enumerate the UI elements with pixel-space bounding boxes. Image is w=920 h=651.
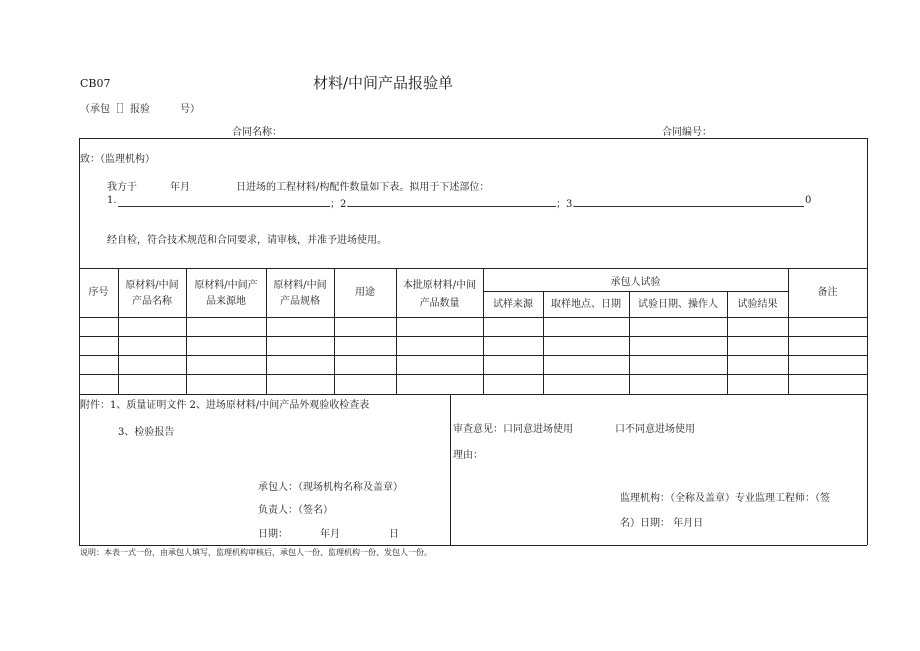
review-reason-label: 理由： bbox=[453, 450, 483, 461]
location-item-2: ；2. bbox=[330, 199, 350, 210]
col-name-line1: 原材料/中间 bbox=[125, 280, 179, 291]
supervisor-signature-line1: 监理机构：（全称及盖章）专业监理工程师：（签 bbox=[620, 493, 830, 504]
review-opinion-agree[interactable]: 审查意见：口同意进场使用 bbox=[453, 424, 573, 435]
col-qty-line2: 产品数量 bbox=[419, 298, 460, 309]
contract-no-label: 合同编号： bbox=[662, 127, 712, 138]
location-blank-1[interactable] bbox=[118, 206, 330, 207]
location-item-3: ；3. bbox=[556, 199, 576, 210]
test-group-divider bbox=[483, 291, 788, 292]
col-test-group: 承包人试验 bbox=[610, 277, 661, 288]
form-title: 材料/中间产品报验单 bbox=[313, 74, 454, 92]
col-sample-source: 试样来源 bbox=[493, 299, 533, 310]
contractor-label: 承包人：（现场机构名称及盖章） bbox=[258, 482, 403, 493]
table-bottom bbox=[79, 394, 867, 395]
form-subtitle: （承包［］报验 号） bbox=[80, 104, 200, 115]
col-remark: 备注 bbox=[817, 287, 838, 298]
contractor-date-month: 年月 bbox=[320, 529, 340, 540]
self-check-line: 经自检，符合技术规范和合同要求，请审核，并准予进场使用。 bbox=[107, 235, 387, 246]
col-spec-line2: 产品规格 bbox=[280, 296, 320, 307]
location-item-1: 1. bbox=[107, 195, 117, 206]
attachments-line2: 3、检验报告 bbox=[118, 427, 175, 438]
review-opinion-disagree[interactable]: 口不同意进场使用 bbox=[615, 424, 695, 435]
attachments-line1: 附件：1、质量证明文件 2、进场原材料/中间产品外观验收检查表 bbox=[80, 400, 370, 411]
intro-line1-b: 年月 bbox=[170, 182, 190, 193]
table-header-bottom bbox=[79, 317, 867, 318]
to-label: 致：（监理机构） bbox=[80, 154, 155, 165]
table-top bbox=[79, 268, 867, 269]
col-test-date: 试验日期、操作人 bbox=[638, 299, 718, 310]
intro-line1-c: 日进场的工程材料/构配件数量如下表。拟用于下述部位： bbox=[236, 182, 490, 193]
col-name-line2: 产品名称 bbox=[132, 296, 172, 307]
contractor-date-label: 日期： bbox=[258, 529, 288, 540]
location-item-3-end: 0 bbox=[805, 195, 812, 206]
bottom-divider bbox=[450, 394, 451, 545]
form-code: CB07 bbox=[80, 77, 111, 90]
footer-note: 说明：本表一式一份，由承包人填写，监理机构审核后，承包人一份、监理机构一份、发包人一份。 bbox=[80, 548, 432, 557]
col-qty-line1: 本批原材料/中间 bbox=[402, 280, 477, 291]
col-origin-line2: 品来源地 bbox=[206, 296, 246, 307]
location-blank-2[interactable] bbox=[348, 206, 556, 207]
col-use: 用途 bbox=[355, 287, 375, 298]
location-blank-3[interactable] bbox=[574, 206, 804, 207]
col-spec-line1: 原材料/中间 bbox=[273, 280, 327, 291]
contract-name-label: 合同名称： bbox=[232, 127, 282, 138]
col-seq: 序号 bbox=[88, 287, 109, 298]
supervisor-signature-line2: 名）日期： 年月日 bbox=[620, 518, 704, 529]
frame-left bbox=[79, 138, 80, 545]
intro-line1-a: 我方于 bbox=[107, 182, 137, 193]
table-row-line bbox=[79, 336, 867, 337]
frame-right bbox=[867, 138, 868, 545]
frame-bottom bbox=[79, 545, 867, 546]
contractor-date-day: 日 bbox=[389, 529, 399, 540]
col-sample-place: 取样地点、日期 bbox=[551, 299, 621, 310]
responsible-label: 负责人：（签名） bbox=[258, 505, 333, 516]
table-row-line bbox=[79, 355, 867, 356]
col-test-result: 试验结果 bbox=[737, 299, 778, 310]
frame-top bbox=[79, 138, 867, 139]
col-origin-line1: 原材料/中间产 bbox=[194, 280, 258, 291]
table-row-line bbox=[79, 374, 867, 375]
